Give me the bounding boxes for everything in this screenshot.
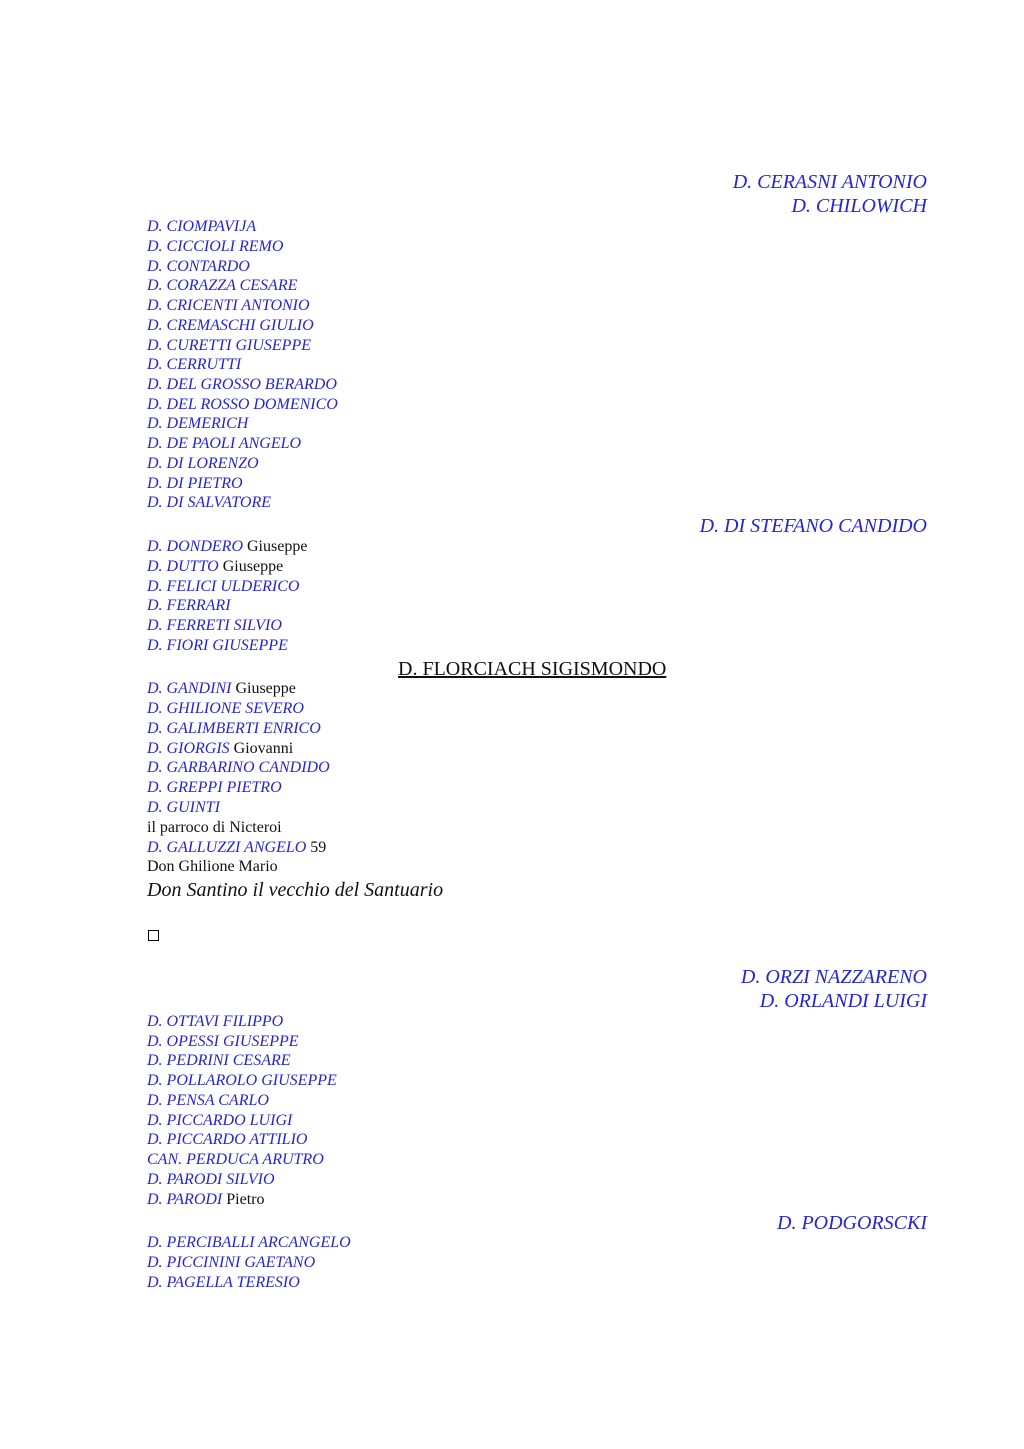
list-item: D. GANDINI Giuseppe <box>147 680 296 697</box>
list-item: D. CRICENTI ANTONIO <box>147 297 310 314</box>
right-name: D. DI STEFANO CANDIDO <box>699 515 927 537</box>
list-item: D. DONDERO Giuseppe <box>147 538 308 555</box>
list-item: D. DI LORENZO <box>147 455 259 472</box>
right-name: D. PODGORSCKI <box>777 1212 927 1234</box>
list-item: D. FELICI ULDERICO <box>147 578 300 595</box>
list-item: D. FERRETI SILVIO <box>147 617 282 634</box>
list-item: D. PICCARDO LUIGI <box>147 1112 293 1129</box>
list-item: D. FERRARI <box>147 597 231 614</box>
list-item: D. DEL GROSSO BERARDO <box>147 376 337 393</box>
list-item: D. DI SALVATORE <box>147 494 271 511</box>
right-name: D. ORZI NAZZARENO <box>740 966 927 988</box>
list-item: D. CONTARDO <box>147 258 250 275</box>
list-item: D. OPESSI GIUSEPPE <box>147 1033 299 1050</box>
list-item: D. GREPPI PIETRO <box>147 779 282 796</box>
santino-line: Don Santino il vecchio del Santuario <box>147 879 444 901</box>
list-item: D. PENSA CARLO <box>147 1092 269 1109</box>
center-heading: D. FLORCIACH SIGISMONDO <box>398 658 667 680</box>
list-item: D. CREMASCHI GIULIO <box>147 317 314 334</box>
list-item: D. POLLAROLO GIUSEPPE <box>147 1072 337 1089</box>
list-item: D. DEL ROSSO DOMENICO <box>147 396 338 413</box>
checkbox-square-icon <box>148 930 159 941</box>
list-item: D. OTTAVI FILIPPO <box>147 1013 284 1030</box>
list-item: D. PARODI SILVIO <box>147 1171 275 1188</box>
list-item: D. PAGELLA TERESIO <box>147 1274 300 1291</box>
list-item: D. CURETTI GIUSEPPE <box>147 337 311 354</box>
list-item: D. GARBARINO CANDIDO <box>147 759 330 776</box>
list-item: D. PICCININI GAETANO <box>147 1254 316 1271</box>
list-item: il parroco di Nicteroi <box>147 819 282 836</box>
list-item: D. PARODI Pietro <box>147 1191 265 1208</box>
list-item: D. DI PIETRO <box>147 475 243 492</box>
list-item: D. PICCARDO ATTILIO <box>147 1131 308 1148</box>
list-item: D. DEMERICH <box>147 415 249 432</box>
list-item: D. PEDRINI CESARE <box>147 1052 291 1069</box>
list-item: D. CICCIOLI REMO <box>147 238 284 255</box>
list-item: D. PERCIBALLI ARCANGELO <box>147 1234 351 1251</box>
list-item: Don Ghilione Mario <box>147 858 278 875</box>
list-item: D. DE PAOLI ANGELO <box>147 435 302 452</box>
list-item: CAN. PERDUCA ARUTRO <box>147 1151 324 1168</box>
right-name: D. ORLANDI LUIGI <box>759 990 927 1012</box>
list-item: D. CERRUTTI <box>147 356 242 373</box>
list-item: D. CIOMPAVIJA <box>147 218 257 235</box>
right-name: D. CERASNI ANTONIO <box>732 171 927 193</box>
list-item: D. GHILIONE SEVERO <box>147 700 304 717</box>
list-item: D. GALLUZZI ANGELO 59 <box>147 839 327 856</box>
right-name: D. CHILOWICH <box>791 195 927 217</box>
list-item: D. FIORI GIUSEPPE <box>147 637 288 654</box>
list-item: D. GUINTI <box>147 799 220 816</box>
list-item: D. GALIMBERTI ENRICO <box>147 720 321 737</box>
list-item: D. CORAZZA CESARE <box>147 277 298 294</box>
list-item: D. GIORGIS Giovanni <box>147 740 294 757</box>
list-item: D. DUTTO Giuseppe <box>147 558 284 575</box>
